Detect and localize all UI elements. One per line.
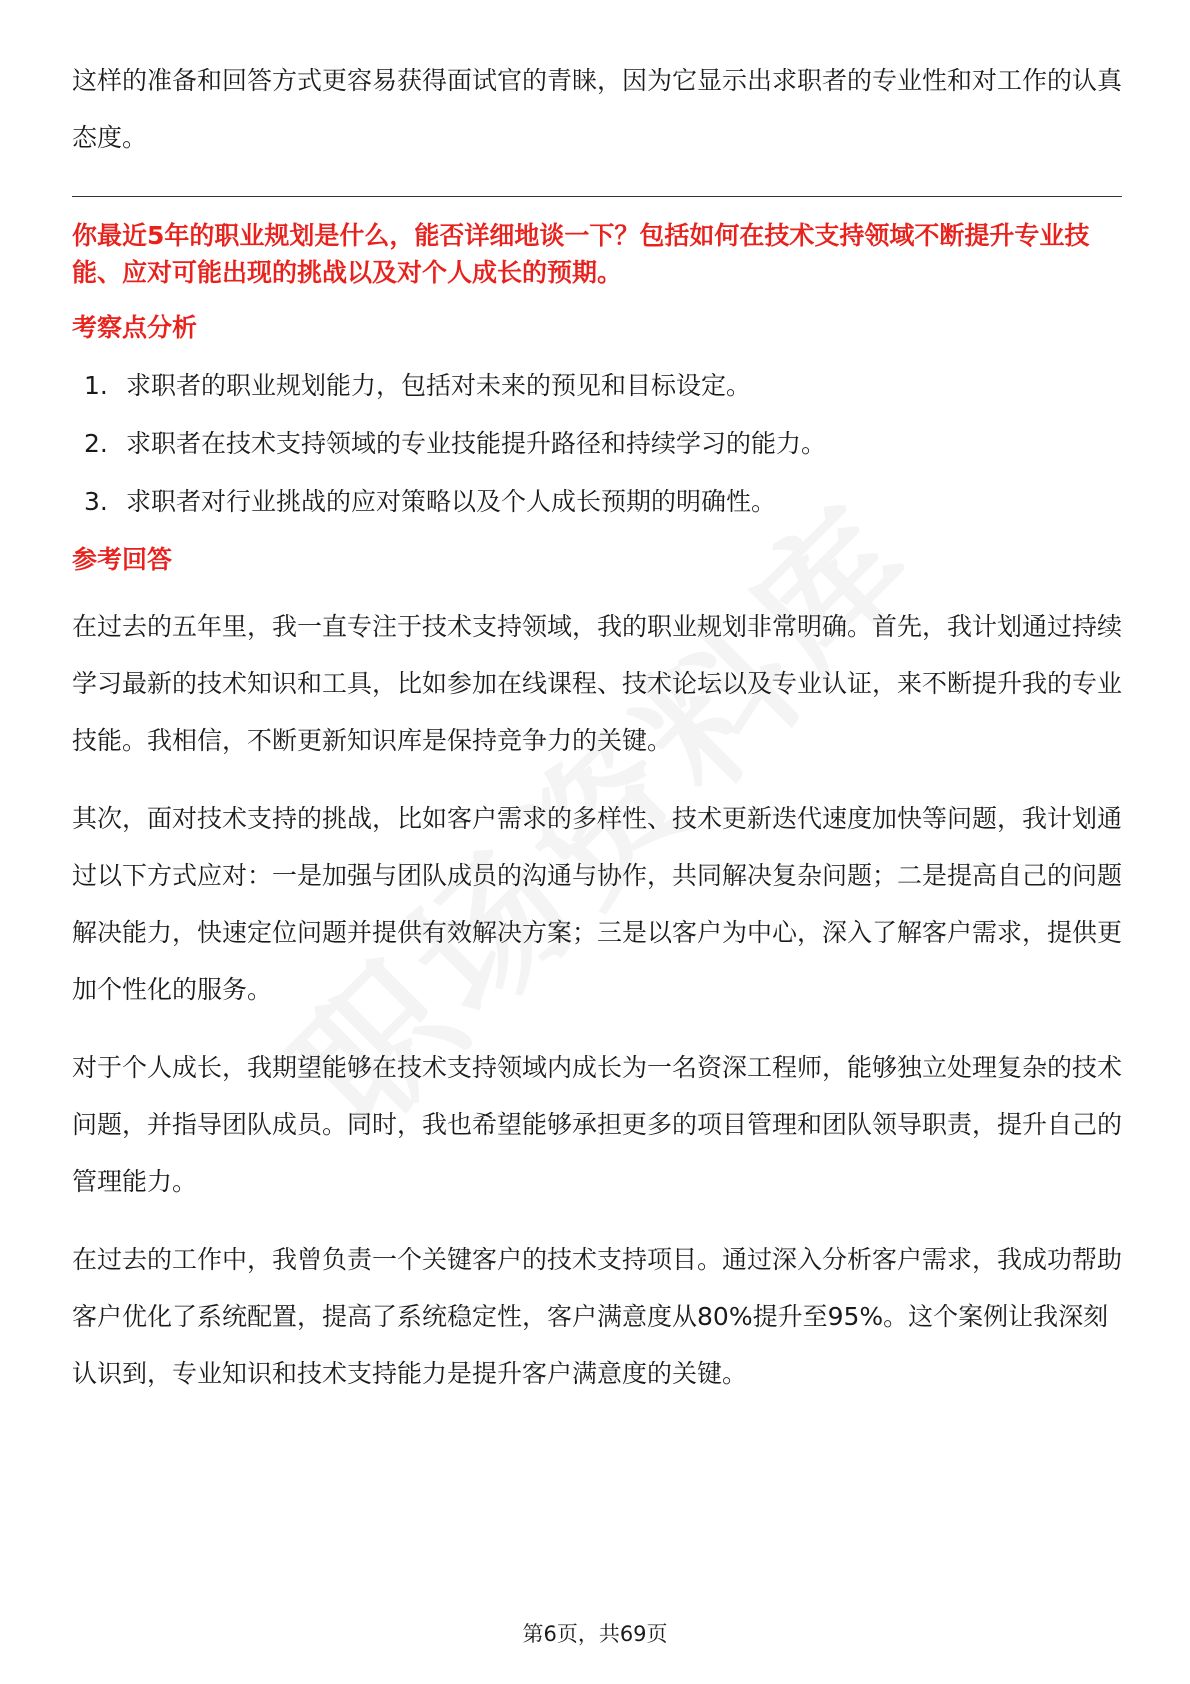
analysis-heading: 考察点分析: [72, 313, 198, 342]
answer-paragraph: 其次，面对技术支持的挑战，比如客户需求的多样性、技术更新迭代速度加快等问题，我计划通过以下方式应对：一是加强与团队成员的沟通与协作，共同解决复杂问题；二是提高自己的问题解决能力，快速定位问题并提供有效解决方案；三是以客户为中心，深入了解客户需求，提供更加个性化的服务。: [72, 804, 1123, 1004]
list-item: [72, 366, 1122, 406]
list-item-number: 2.: [84, 429, 108, 458]
list-item-text: 求职者的职业规划能力，包括对未来的预见和目标设定。: [126, 371, 752, 400]
document-page: [72, 52, 1122, 1402]
answer-heading: 参考回答: [72, 545, 173, 574]
intro-paragraph: 这样的准备和回答方式更容易获得面试官的青睐，因为它显示出求职者的专业性和对工作的认真态度。: [72, 66, 1123, 152]
section-divider: [72, 196, 1122, 197]
list-item-number: 1.: [84, 371, 108, 400]
analysis-points-list: [72, 366, 1122, 522]
list-item-text: 求职者对行业挑战的应对策略以及个人成长预期的明确性。: [126, 487, 777, 516]
list-item-text: 求职者在技术支持领域的专业技能提升路径和持续学习的能力。: [126, 429, 827, 458]
answer-paragraph: 对于个人成长，我期望能够在技术支持领域内成长为一名资深工程师，能够独立处理复杂的技术问题，并指导团队成员。同时，我也希望能够承担更多的项目管理和团队领导职责，提升自己的管理能力。: [72, 1053, 1123, 1196]
answer-paragraph: 在过去的五年里，我一直专注于技术支持领域，我的职业规划非常明确。首先，我计划通过持续学习最新的技术知识和工具，比如参加在线课程、技术论坛以及专业认证，来不断提升我的专业技能。我相信，不断更新知识库是保持竞争力的关键。: [72, 612, 1123, 755]
interview-question: 你最近5年的职业规划是什么，能否详细地谈一下？包括如何在技术支持领域不断提升专业技能、应对可能出现的挑战以及对个人成长的预期。: [72, 221, 1090, 287]
list-item: [72, 482, 1122, 522]
list-item-number: 3.: [84, 487, 108, 516]
page-number-footer: 第6页，共69页: [522, 1622, 668, 1646]
list-item: [72, 424, 1122, 464]
answer-paragraph: 在过去的工作中，我曾负责一个关键客户的技术支持项目。通过深入分析客户需求，我成功帮助客户优化了系统配置，提高了系统稳定性，客户满意度从80%提升至95%。这个案例让我深刻认识到，专业知识和技术支持能力是提升客户满意度的关键。: [72, 1245, 1123, 1388]
